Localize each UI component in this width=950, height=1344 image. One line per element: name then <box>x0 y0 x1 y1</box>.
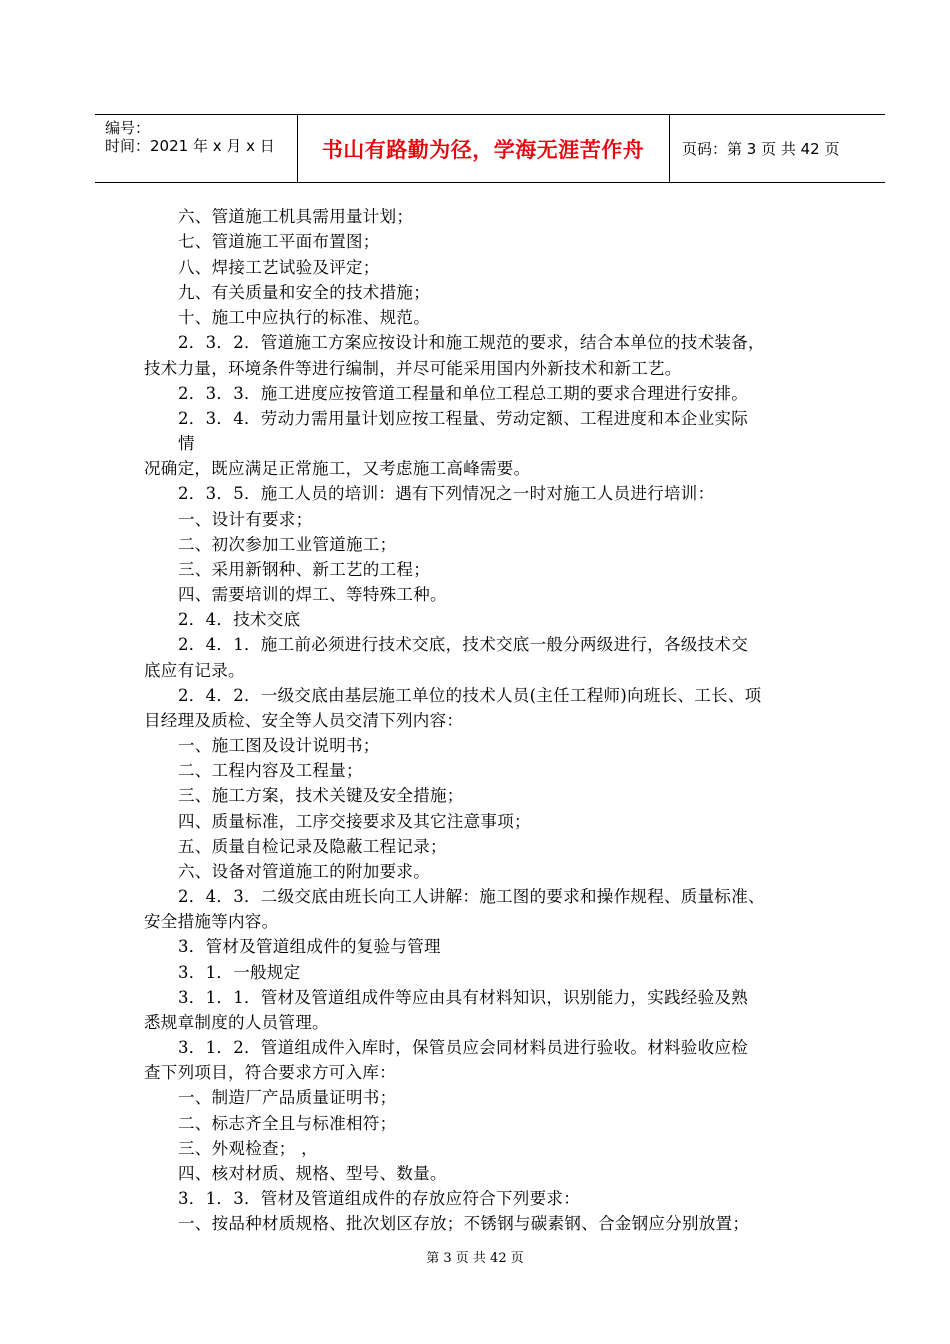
body-line: 悉规章制度的人员管理。 <box>144 1013 329 1032</box>
body-line: 2．4．2．一级交底由基层施工单位的技术人员(主任工程师)向班长、工长、项 <box>178 686 762 705</box>
body-line: 五、质量自检记录及隐蔽工程记录； <box>178 837 447 856</box>
header-motto: 书山有路勤为径，学海无涯苦作舟 <box>321 137 645 162</box>
body-line: 况确定，既应满足正常施工，又考虑施工高峰需要。 <box>144 459 531 478</box>
body-line: 四、需要培训的焊工、等特殊工种。 <box>178 585 447 604</box>
page-footer: 第 3 页 共 42 页 <box>426 1251 524 1266</box>
body-line: 3．1．1．管材及管道组成件等应由具有材料知识，识别能力，实践经验及熟 <box>178 988 748 1007</box>
body-line: 3．管材及管道组成件的复验与管理 <box>178 937 441 956</box>
body-line: 二、工程内容及工程量； <box>178 761 363 780</box>
body-line: 安全措施等内容。 <box>144 912 279 931</box>
body-line: 三、外观检查； ， <box>178 1139 318 1158</box>
document-number-label: 编号： <box>105 119 151 137</box>
body-line: 查下列项目，符合要求方可入库： <box>144 1063 396 1082</box>
body-line: 一、设计有要求； <box>178 510 313 529</box>
body-line: 四、核对材质、规格、型号、数量。 <box>178 1164 447 1183</box>
body-line: 八、焊接工艺试验及评定； <box>178 258 380 277</box>
body-line: 十、施工中应执行的标准、规范。 <box>178 308 430 327</box>
body-line: 一、施工图及设计说明书； <box>178 736 380 755</box>
body-line: 情 <box>178 434 195 453</box>
body-line: 3．1．2．管道组成件入库时，保管员应会同材料员进行验收。材料验收应检 <box>178 1038 748 1057</box>
body-line: 底应有记录。 <box>144 661 245 680</box>
body-line: 七、管道施工平面布置图； <box>178 232 380 251</box>
body-line: 2．4．技术交底 <box>178 610 301 629</box>
body-line: 三、采用新钢种、新工艺的工程； <box>178 560 430 579</box>
body-line: 2．3．2．管道施工方案应按设计和施工规范的要求，结合本单位的技术装备， <box>178 333 765 352</box>
header-motto-cell <box>297 115 670 182</box>
page-header <box>95 114 885 183</box>
body-line: 六、管道施工机具需用量计划； <box>178 207 414 226</box>
body-line: 3．1．3．管材及管道组成件的存放应符合下列要求： <box>178 1189 580 1208</box>
body-line: 目经理及质检、安全等人员交清下列内容： <box>144 711 464 730</box>
header-page-info: 页码：第 3 页 共 42 页 <box>682 140 840 158</box>
body-line: 2．3．4．劳动力需用量计划应按工程量、劳动定额、工程进度和本企业实际 <box>178 409 748 428</box>
body-line: 一、制造厂产品质量证明书； <box>178 1088 397 1107</box>
body-line: 2．4．3．二级交底由班长向工人讲解：施工图的要求和操作规程、质量标准、 <box>178 887 765 906</box>
body-line: 四、质量标准，工序交接要求及其它注意事项； <box>178 812 531 831</box>
body-line: 3．1．一般规定 <box>178 963 301 982</box>
body-line: 2．4．1．施工前必须进行技术交底，技术交底一般分两级进行，各级技术交 <box>178 635 748 654</box>
body-line: 六、设备对管道施工的附加要求。 <box>178 862 430 881</box>
body-line: 技术力量，环境条件等进行编制，并尽可能采用国内外新技术和新工艺。 <box>144 359 682 378</box>
header-left-cell <box>95 115 298 182</box>
body-line: 一、按品种材质规格、批次划区存放；不锈钢与碳素钢、合金钢应分别放置； <box>178 1214 750 1233</box>
body-line: 二、初次参加工业管道施工； <box>178 535 397 554</box>
body-line: 三、施工方案，技术关键及安全措施； <box>178 786 464 805</box>
header-page-cell <box>670 115 885 182</box>
body-line: 2．3．3．施工进度应按管道工程量和单位工程总工期的要求合理进行安排。 <box>178 384 748 403</box>
body-line: 二、标志齐全且与标准相符； <box>178 1114 397 1133</box>
body-line: 九、有关质量和安全的技术措施； <box>178 283 430 302</box>
document-time: 时间：2021 年 x 月 x 日 <box>105 137 275 155</box>
body-line: 2．3．5．施工人员的培训：遇有下列情况之一时对施工人员进行培训： <box>178 484 715 503</box>
